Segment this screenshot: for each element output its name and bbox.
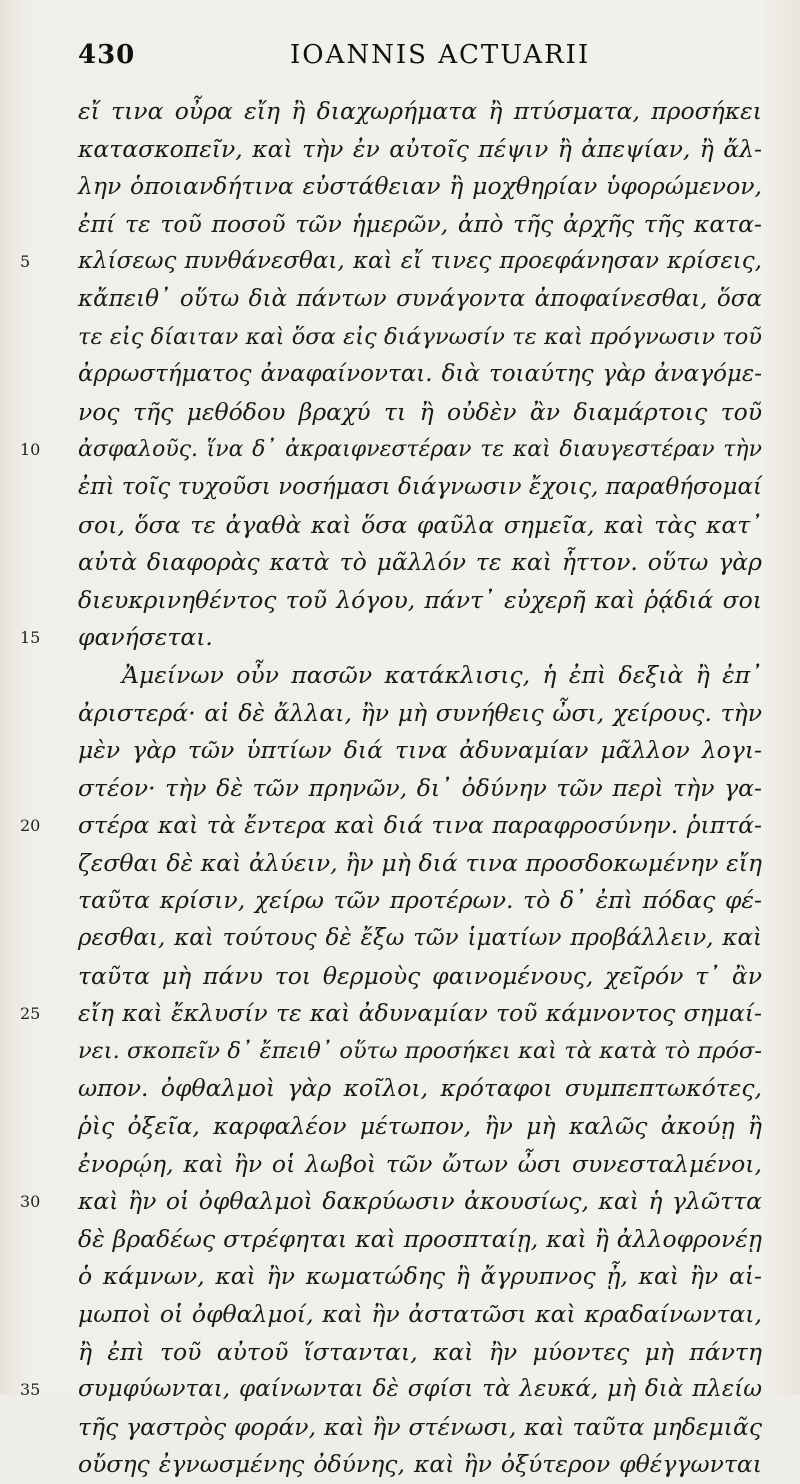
line-text: τε εἰς δίαιταν καὶ ὅσα εἰς διάγνωσίν τε καὶ πρόγνωσιν τοῦ	[78, 323, 762, 350]
text-line	[78, 1334, 762, 1372]
line-text: ἐπί τε τοῦ ποσοῦ τῶν ἡμερῶν, ἀπὸ τῆς ἀρχῆς τῆς κατα-	[78, 209, 762, 238]
text-line	[78, 657, 762, 695]
line-text: λην ὁποιανδήτινα εὐστάθειαν ἢ μοχθηρίαν ὑφορώμενον,	[78, 172, 762, 201]
text-line	[20, 1183, 762, 1221]
line-text: μωποὶ οἱ ὀφθαλμοί, καὶ ἢν ἀστατῶσι καὶ κραδαίνωνται,	[78, 1300, 762, 1328]
line-text: εἴ τινα οὖρα εἴη ἢ διαχωρήματα ἢ πτύσματα, προσήκει	[78, 97, 762, 125]
text-line	[78, 582, 762, 620]
line-text: νει. σκοπεῖν δ᾽ ἔπειθ᾽ οὕτω προσήκει καὶ τὰ κατὰ τὸ πρόσ-	[78, 1037, 762, 1064]
text-line	[78, 131, 762, 169]
line-text: ζεσθαι δὲ καὶ ἀλύειν, ἢν μὴ διά τινα προσδοκωμένην εἴη	[78, 848, 762, 877]
line-text: ἢ ἐπὶ τοῦ αὐτοῦ ἵστανται, καὶ ἢν μύοντες μὴ πάντη	[78, 1337, 762, 1366]
text-line	[78, 882, 762, 920]
text-line	[78, 920, 762, 958]
line-text: ταῦτα κρίσιν, χείρω τῶν προτέρων. τὸ δ᾽ ἐπὶ πόδας φέ-	[78, 886, 762, 915]
line-text: ἀριστερά· αἱ δὲ ἄλλαι, ἢν μὴ συνήθεις ὦσι, χείρους. τὴν	[78, 698, 762, 727]
text-line	[20, 243, 762, 281]
line-text: εἴη καὶ ἔκλυσίν τε καὶ ἀδυναμίαν τοῦ κάμνοντος σημαί-	[78, 999, 762, 1028]
text-line	[78, 544, 762, 582]
text-line	[78, 356, 762, 394]
body-text	[20, 93, 762, 1484]
line-text: σοι, ὅσα τε ἀγαθὰ καὶ ὅσα φαῦλα σημεῖα, καὶ τὰς κατ᾽	[78, 510, 762, 539]
text-line	[78, 319, 762, 357]
line-text: Ἀμείνων οὖν πασῶν κατάκλισις, ἡ ἐπὶ δεξιὰ ἢ ἐπ᾽	[122, 660, 762, 689]
line-number: 15	[20, 628, 41, 648]
text-line	[78, 1446, 762, 1484]
line-text: ρεσθαι, καὶ τούτους δὲ ἔξω τῶν ἱματίων προβάλλειν, καὶ	[78, 925, 762, 952]
line-text: ἐνορῴη, καὶ ἢν οἱ λωβοὶ τῶν ὤτων ὦσι συνεσταλμένοι,	[78, 1149, 762, 1178]
text-line	[20, 807, 762, 845]
line-text: κλίσεως πυνθάνεσθαι, καὶ εἴ τινες προεφάνησαν κρίσεις,	[78, 248, 762, 275]
line-text: κἄπειθ᾽ οὕτω διὰ πάντων συνάγοντα ἀποφαίνεσθαι, ὅσα	[78, 285, 762, 312]
line-text: νος τῆς μεθόδου βραχύ τι ἢ οὐδὲν ἂν διαμάρτοις τοῦ	[78, 397, 762, 426]
text-line	[78, 770, 762, 808]
text-line	[78, 394, 762, 432]
text-line	[78, 206, 762, 244]
line-text: ωπον. ὀφθαλμοὶ γὰρ κοῖλοι, κρόταφοι συμπεπτωκότες,	[78, 1074, 762, 1103]
line-text: ἀρρωστήματος ἀναφαίνονται. διὰ τοιαύτης γὰρ ἀναγόμε-	[78, 361, 762, 388]
line-text: καὶ ἢν οἱ ὀφθαλμοὶ δακρύωσιν ἀκουσίως, καὶ ἡ γλῶττα	[78, 1187, 762, 1216]
text-line	[78, 1146, 762, 1184]
line-number: 30	[20, 1192, 41, 1212]
text-line	[78, 1296, 762, 1334]
line-number: 10	[20, 440, 41, 460]
line-text: στέρα καὶ τὰ ἔντερα καὶ διά τινα παραφροσύνην. ῥιπτά-	[78, 811, 762, 840]
text-line	[78, 845, 762, 883]
text-line	[20, 995, 762, 1033]
line-text: συμφύωνται, φαίνωνται δὲ σφίσι τὰ λευκά, μὴ διὰ πλείω	[78, 1376, 762, 1403]
text-line	[20, 619, 762, 657]
running-head: IOANNIS ACTUARII	[290, 40, 591, 70]
line-text: στέον· τὴν δὲ τῶν πρηνῶν, δι᾽ ὀδύνην τῶν περὶ τὴν γα-	[78, 773, 762, 802]
text-line	[78, 695, 762, 733]
text-line	[78, 1258, 762, 1296]
text-line	[78, 958, 762, 996]
text-line	[78, 507, 762, 545]
text-line	[78, 93, 762, 131]
text-line	[78, 168, 762, 206]
line-text: διευκρινηθέντος τοῦ λόγου, πάντ᾽ εὐχερῆ καὶ ῥᾴδιά σοι	[78, 585, 762, 614]
line-text: κατασκοπεῖν, καὶ τὴν ἐν αὐτοῖς πέψιν ἢ ἀπεψίαν, ἢ ἄλ-	[78, 134, 762, 163]
line-number: 20	[20, 816, 41, 836]
text-line	[78, 1033, 762, 1071]
line-text: ταῦτα μὴ πάνυ τοι θερμοὺς φαινομένους, χεῖρόν τ᾽ ἂν	[78, 961, 762, 990]
text-line	[20, 431, 762, 469]
line-text: φανήσεται.	[78, 623, 213, 652]
line-text: ἀσφαλοῦς. ἵνα δ᾽ ἀκραιφνεστέραν τε καὶ διαυγεστέραν τὴν	[78, 437, 762, 463]
line-text: τῆς γαστρὸς φοράν, καὶ ἢν στένωσι, καὶ ταῦτα μηδεμιᾶς	[78, 1412, 762, 1441]
text-line	[78, 1070, 762, 1108]
text-line	[78, 469, 762, 507]
line-text: ὁ κάμνων, καὶ ἢν κωματώδης ἢ ἄγρυπνος ᾖ, καὶ ἢν αἱ-	[78, 1262, 762, 1291]
line-text: δὲ βραδέως στρέφηται καὶ προσπταίῃ, καὶ ἢ ἀλλοφρονέῃ	[78, 1224, 762, 1253]
text-line	[78, 1409, 762, 1447]
text-line	[20, 1371, 762, 1409]
text-line	[78, 281, 762, 319]
text-line	[78, 1221, 762, 1259]
text-line	[78, 1108, 762, 1146]
line-number: 25	[20, 1004, 41, 1024]
page-header	[70, 40, 750, 80]
page-number: 430	[78, 40, 136, 70]
line-text: ῥὶς ὀξεῖα, καρφαλέον μέτωπον, ἢν μὴ καλῶς ἀκούῃ ἢ	[78, 1112, 762, 1141]
line-text: οὔσης ἐγνωσμένης ὀδύνης, καὶ ἢν ὀξύτερον φθέγγωνται	[78, 1450, 762, 1479]
line-text: μὲν γὰρ τῶν ὑπτίων διά τινα ἀδυναμίαν μᾶλλον λογι-	[78, 736, 762, 765]
text-line	[78, 732, 762, 770]
line-number: 5	[20, 252, 31, 272]
line-number: 35	[20, 1380, 41, 1400]
line-text: αὐτὰ διαφορὰς κατὰ τὸ μᾶλλόν τε καὶ ἧττον. οὕτω γὰρ	[78, 548, 762, 577]
line-text: ἐπὶ τοῖς τυχοῦσι νοσήμασι διάγνωσιν ἔχοις, παραθήσομαί	[78, 473, 762, 500]
